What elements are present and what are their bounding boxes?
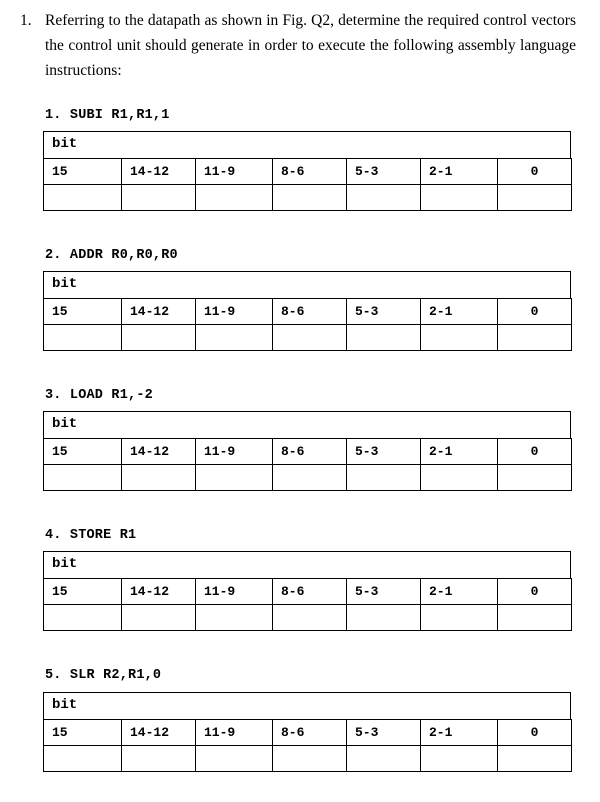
bit-header-row: [43, 411, 571, 438]
control-value-row: [44, 605, 572, 631]
value-cell[interactable]: [44, 605, 122, 631]
bit-header-row: [43, 551, 571, 578]
value-cell[interactable]: [421, 465, 498, 491]
control-vector-table-2: [43, 271, 571, 351]
bit-label: bit: [52, 556, 78, 572]
bit-number-row: [44, 299, 572, 325]
control-value-row: [44, 465, 572, 491]
bit-cell: 2-1: [421, 439, 498, 465]
bit-cell: 11-9: [196, 720, 273, 746]
instruction-title-1: 1. SUBI R1,R1,1: [45, 108, 170, 123]
bit-cell: 5-3: [347, 720, 421, 746]
value-cell[interactable]: [498, 325, 572, 351]
bit-number-row: [44, 720, 572, 746]
value-cell[interactable]: [122, 185, 196, 211]
bit-cell: 11-9: [196, 439, 273, 465]
value-cell[interactable]: [347, 325, 421, 351]
value-cell[interactable]: [273, 465, 347, 491]
bit-cell: 15: [44, 579, 122, 605]
value-cell[interactable]: [347, 185, 421, 211]
bit-header-row: [43, 131, 571, 158]
value-cell[interactable]: [421, 605, 498, 631]
control-value-row: [44, 325, 572, 351]
bit-cell: 8-6: [273, 720, 347, 746]
bit-cell: 5-3: [347, 579, 421, 605]
control-vector-table-5: [43, 692, 571, 772]
value-cell[interactable]: [347, 746, 421, 772]
value-cell[interactable]: [44, 185, 122, 211]
value-cell[interactable]: [196, 325, 273, 351]
bit-cell: 11-9: [196, 579, 273, 605]
instruction-title-4: 4. STORE R1: [45, 528, 137, 543]
value-cell[interactable]: [196, 185, 273, 211]
value-cell[interactable]: [347, 465, 421, 491]
bit-cell: 8-6: [273, 579, 347, 605]
value-cell[interactable]: [421, 185, 498, 211]
bit-cell: 15: [44, 299, 122, 325]
bit-cell: 8-6: [273, 159, 347, 185]
control-value-row: [44, 185, 572, 211]
bit-cell: 8-6: [273, 299, 347, 325]
bit-cell: 0: [498, 579, 572, 605]
value-cell[interactable]: [498, 465, 572, 491]
bit-number-row: [44, 159, 572, 185]
value-cell[interactable]: [44, 325, 122, 351]
value-cell[interactable]: [273, 605, 347, 631]
value-cell[interactable]: [273, 746, 347, 772]
bit-cell: 2-1: [421, 579, 498, 605]
bit-cell: 0: [498, 299, 572, 325]
value-cell[interactable]: [421, 325, 498, 351]
bit-cell: 14-12: [122, 720, 196, 746]
bit-cell: 0: [498, 720, 572, 746]
value-cell[interactable]: [122, 605, 196, 631]
control-vector-table-3: [43, 411, 571, 491]
value-cell[interactable]: [44, 746, 122, 772]
bit-cell: 14-12: [122, 439, 196, 465]
bit-cell: 5-3: [347, 439, 421, 465]
question-number: 1.: [20, 12, 32, 29]
value-cell[interactable]: [498, 605, 572, 631]
value-cell[interactable]: [421, 746, 498, 772]
control-vector-table-4: [43, 551, 571, 631]
value-cell[interactable]: [273, 325, 347, 351]
bit-cell: 14-12: [122, 579, 196, 605]
instruction-title-5: 5. SLR R2,R1,0: [45, 668, 162, 683]
value-cell[interactable]: [122, 465, 196, 491]
value-cell[interactable]: [196, 746, 273, 772]
bit-label: bit: [52, 136, 78, 152]
bit-cell: 14-12: [122, 159, 196, 185]
question-text: Referring to the datapath as shown in Fig. Q2, determine the required control vectors the control unit should generate in order to execute the following assembly language instructions:: [45, 12, 576, 79]
value-cell[interactable]: [122, 746, 196, 772]
bit-cell: 8-6: [273, 439, 347, 465]
value-cell[interactable]: [122, 325, 196, 351]
bit-cell: 11-9: [196, 159, 273, 185]
question: [20, 8, 576, 83]
bit-label: bit: [52, 697, 78, 713]
bit-cell: 0: [498, 439, 572, 465]
value-cell[interactable]: [347, 605, 421, 631]
bit-cell: 15: [44, 439, 122, 465]
instruction-title-2: 2. ADDR R0,R0,R0: [45, 248, 178, 263]
bit-label: bit: [52, 416, 78, 432]
bit-label: bit: [52, 276, 78, 292]
bit-number-row: [44, 579, 572, 605]
bit-cell: 2-1: [421, 720, 498, 746]
bit-cell: 11-9: [196, 299, 273, 325]
value-cell[interactable]: [273, 185, 347, 211]
bit-cell: 15: [44, 159, 122, 185]
bit-header-row: [43, 271, 571, 298]
value-cell[interactable]: [498, 746, 572, 772]
bit-cell: 14-12: [122, 299, 196, 325]
bit-cell: 2-1: [421, 159, 498, 185]
bit-cell: 2-1: [421, 299, 498, 325]
value-cell[interactable]: [44, 465, 122, 491]
bit-cell: 0: [498, 159, 572, 185]
bit-cell: 5-3: [347, 299, 421, 325]
control-value-row: [44, 746, 572, 772]
value-cell[interactable]: [196, 465, 273, 491]
value-cell[interactable]: [498, 185, 572, 211]
value-cell[interactable]: [196, 605, 273, 631]
bit-number-row: [44, 439, 572, 465]
control-vector-table-1: [43, 131, 571, 211]
bit-header-row: [43, 692, 571, 719]
bit-cell: 15: [44, 720, 122, 746]
instruction-title-3: 3. LOAD R1,-2: [45, 388, 153, 403]
bit-cell: 5-3: [347, 159, 421, 185]
